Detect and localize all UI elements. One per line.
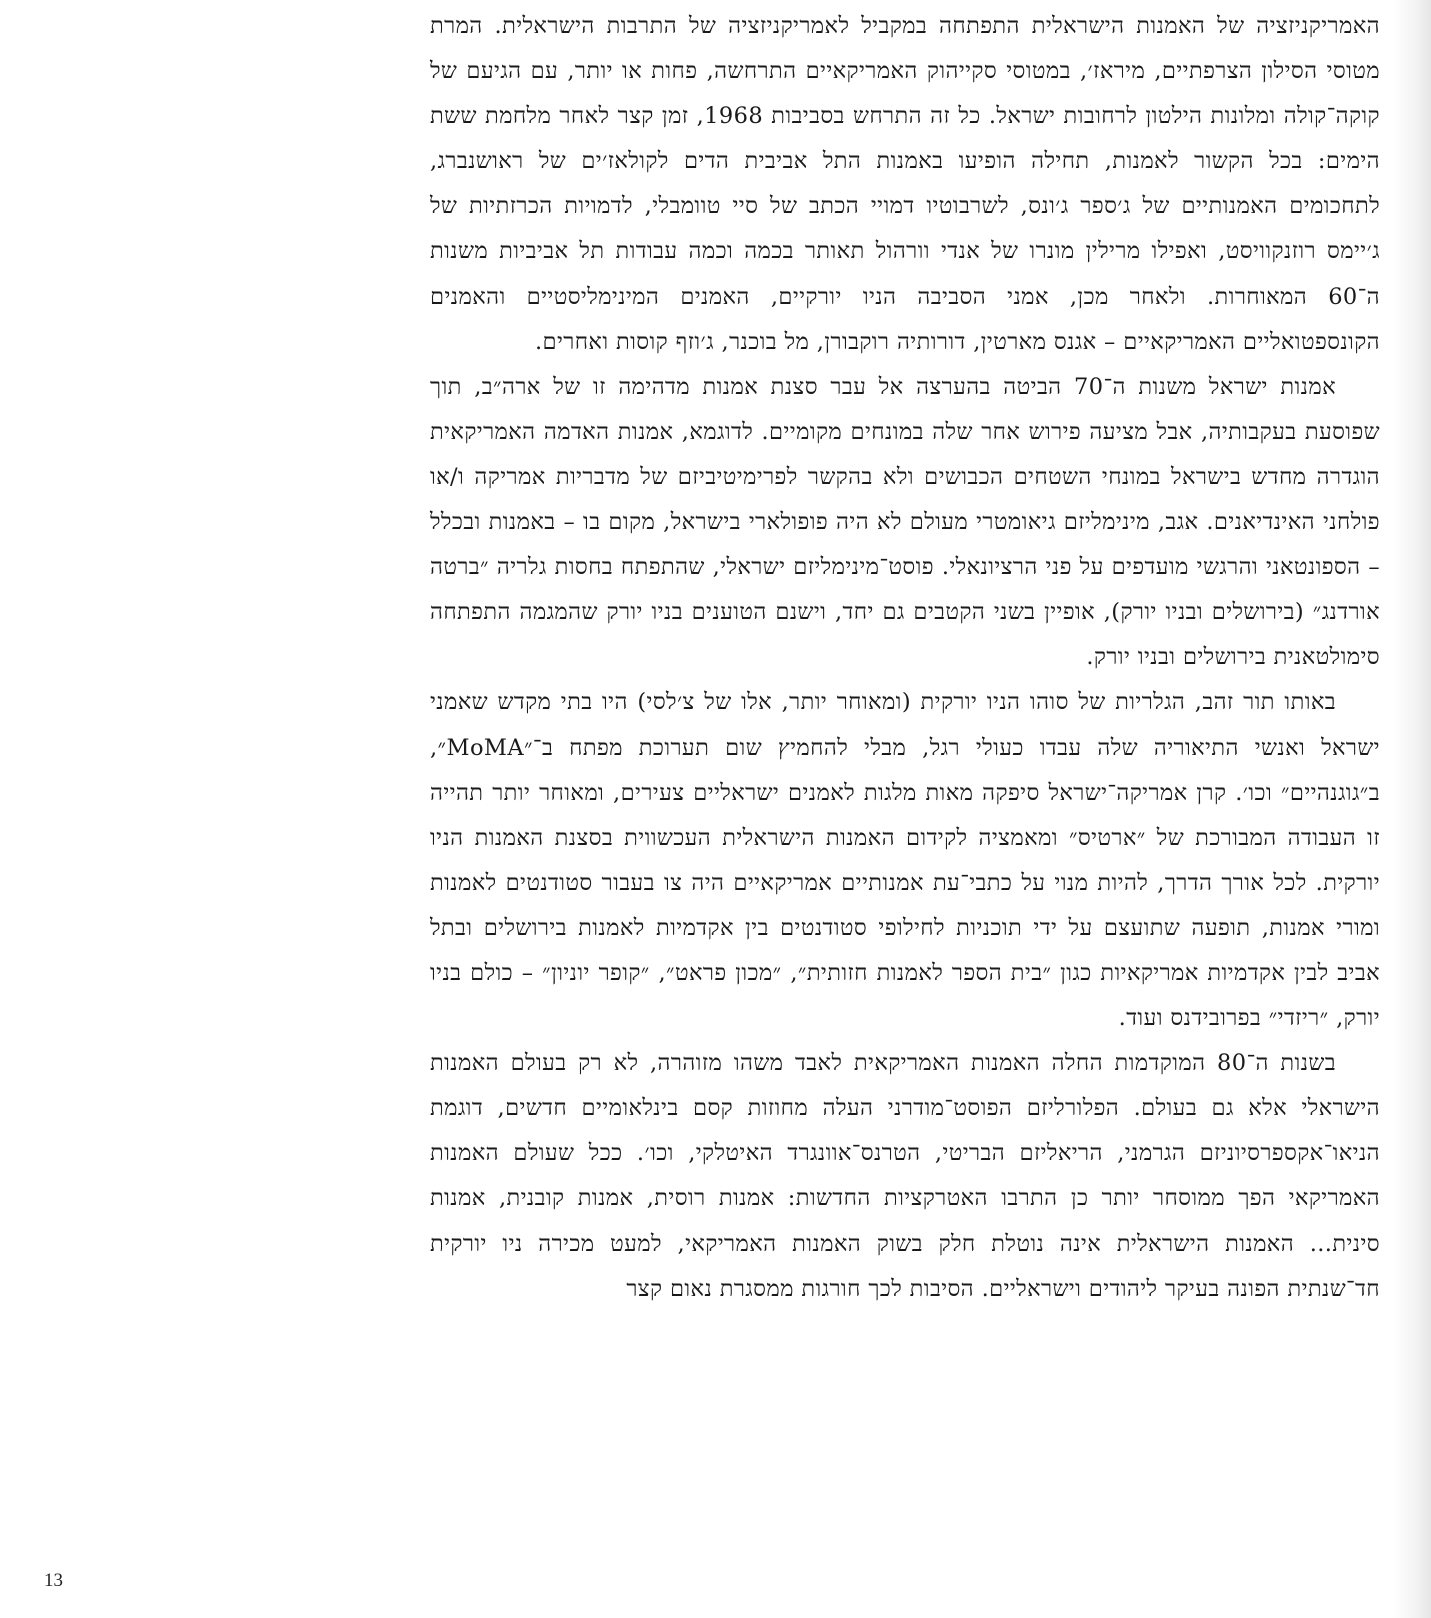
body-text-column (430, 4, 1380, 1312)
paragraph-3: באותו תור זהב, הגלריות של סוהו הניו יורקית (ומאוחר יותר, אלו של צ׳לסי) היו בתי מקדש שאמני ישראל ואנשי התיאוריה שלה עבדו כעולי רגל, מבלי להחמיץ שום תערוכת מפתח ב־״MoMA״, ב״גוגנהיים״ וכו׳. קרן אמריקה־ישראל סיפקה מאות מלגות לאמנים ישראליים צעירים, ומאוחר יותר תהייה זו העבודה המבורכת של ״ארטיס״ ומאמציה לקידום האמנות הישראלית העכשווית בסצנת האמנות הניו יורקית. לכל אורך הדרך, להיות מנוי על כתבי־עת אמנותיים אמריקאיים היה צו בעבור סטודנטים לאמנות ומורי אמנות, תופעה שתועצם על ידי תוכניות לחילופי סטודנטים בין אקדמיות לאמנות בירושלים ובתל אביב לבין אקדמיות אמריקאיות כגון ״בית הספר לאמנות חזותית״, ״מכון פראט״, ״קופר יוניון״ – כולם בניו יורק, ״ריזדי״ בפרובידנס ועוד. (430, 689, 1380, 1032)
page-edge-shadow (1393, 0, 1431, 1618)
page-number: 13 (44, 1570, 63, 1591)
paragraph-1: האמריקניזציה של האמנות הישראלית התפתחה במקביל לאמריקניזציה של התרבות הישראלית. המרת מטוסי הסילון הצרפתיים, מיראז׳, במטוסי סקייהוק האמריקאיים התרחשה, פחות או יותר, עם הגיעם של קוקה־קולה ומלונות הילטון לרחובות ישראל. כל זה התרחש בסביבות 1968, זמן קצר לאחר מלחמת ששת הימים: בכל הקשור לאמנות, תחילה הופיעו באמנות התל אביבית הדים לקולאז׳ים של ראושנברג, לתחכומים האמנותיים של ג׳ספר ג׳ונס, לשרבוטיו דמויי הכתב של סיי טוומבלי, לדמויות הכרזתיות של ג׳יימס רוזנקוויסט, ואפילו מרילין מונרו של אנדי וורהול תאותר בכמה וכמה עבודות תל אביביות משנות ה־60 המאוחרות. ולאחר מכן, אמני הסביבה הניו יורקיים, האמנים המינימליסטיים והאמנים הקונספטואליים האמריקאיים – אגנס מארטין, דורותיה רוקבורן, מל בוכנר, ג׳וזף קוסות ואחרים. (430, 13, 1380, 355)
paragraph-4: בשנות ה־80 המוקדמות החלה האמנות האמריקאית לאבד משהו מזוהרה, לא רק בעולם האמנות הישראלי אלא גם בעולם. הפלורליזם הפוסט־מודרני העלה מחוזות קסם בינלאומיים חדשים, דוגמת הניאו־אקספרסיוניזם הגרמני, הריאליזם הבריטי, הטרנס־אוונגרד האיטלקי, וכו׳. ככל שעולם האמנות האמריקאי הפך ממוסחר יותר כן התרבו האטרקציות החדשות: אמנות רוסית, אמנות קובנית, אמנות סינית... האמנות הישראלית אינה נוטלת חלק בשוק האמנות האמריקאי, למעט מכירה ניו יורקית חד־שנתית הפונה בעיקר ליהודים וישראליים. הסיבות לכך חורגות ממסגרת נאום קצר (430, 1050, 1380, 1302)
paragraph-2: אמנות ישראל משנות ה־70 הביטה בהערצה אל עבר סצנת אמנות מדהימה זו של ארה״ב, תוך שפוסעת בעקבותיה, אבל מציעה פירוש אחר שלה במונחים מקומיים. לדוגמא, אמנות האדמה האמריקאית הוגדרה מחדש בישראל במונחי השטחים הכבושים ולא בהקשר לפרימיטיביזם של מדבריות אמריקה ו/או פולחני האינדיאנים. אגב, מינימליזם גיאומטרי מעולם לא היה פופולארי בישראל, מקום בו – באמנות ובכלל – הספונטאני והרגשי מועדפים על פני הרציונאלי. פוסט־מינימליזם ישראלי, שהתפתח בחסות גלריה ״ברטה אורדנג״ (בירושלים ובניו יורק), אופיין בשני הקטבים גם יחד, וישנם הטוענים בניו יורק שהמגמה התפתחה סימולטאנית בירושלים ובניו יורק. (430, 373, 1380, 671)
